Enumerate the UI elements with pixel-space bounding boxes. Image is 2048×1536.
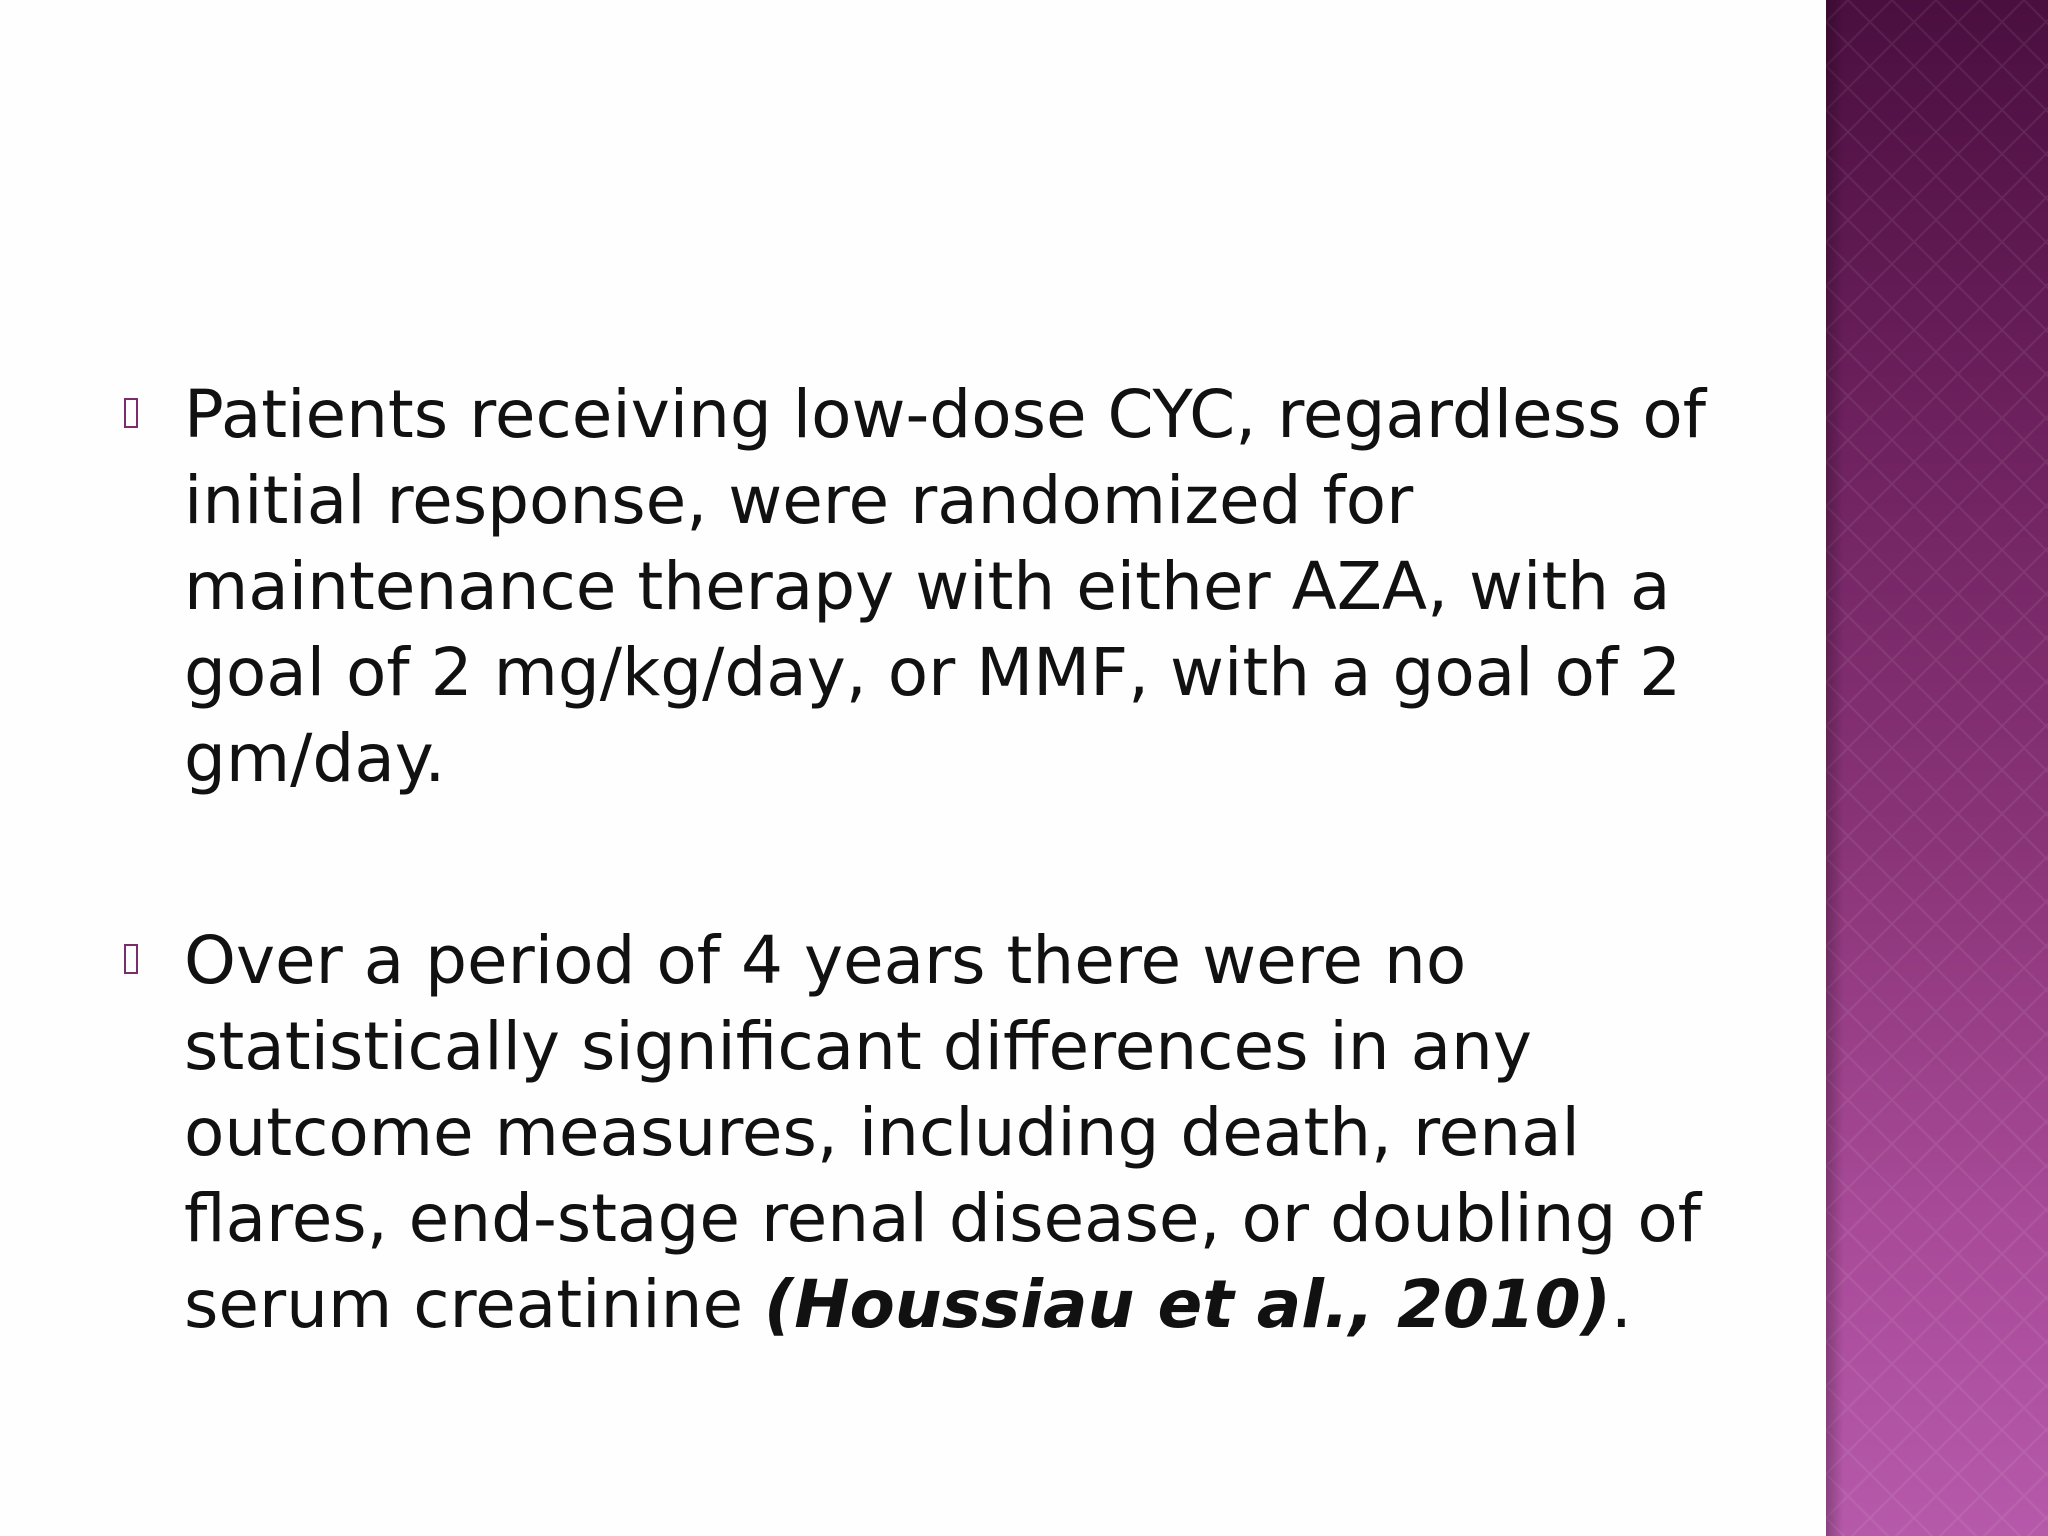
citation: (Houssiau et al., 2010) xyxy=(764,1266,1611,1343)
bullet-list xyxy=(124,372,1724,1348)
bullet-text-1: Patients receiving low-dose CYC, regardless of initial response, were randomized for maintenance therapy with either AZA, with a goal of 2 mg/kg/day, or MMF, with a goal of 2 gm/day. xyxy=(184,376,1707,797)
decorative-side-band xyxy=(1826,0,2048,1536)
bullet-text-2: Over a period of 4 years there were no statistically significant differences in any outcome measures, including death, renal flares, end-stage renal disease, or doubling of serum creatinine xyxy=(184,922,1701,1343)
bullet-item-1 xyxy=(124,372,1724,802)
bullet-item-2 xyxy=(124,918,1724,1348)
diamond-pattern xyxy=(1826,0,2048,1536)
square-bullet-icon xyxy=(124,398,138,428)
square-bullet-icon xyxy=(124,944,138,974)
bullet-text-2-end: . xyxy=(1610,1266,1632,1343)
